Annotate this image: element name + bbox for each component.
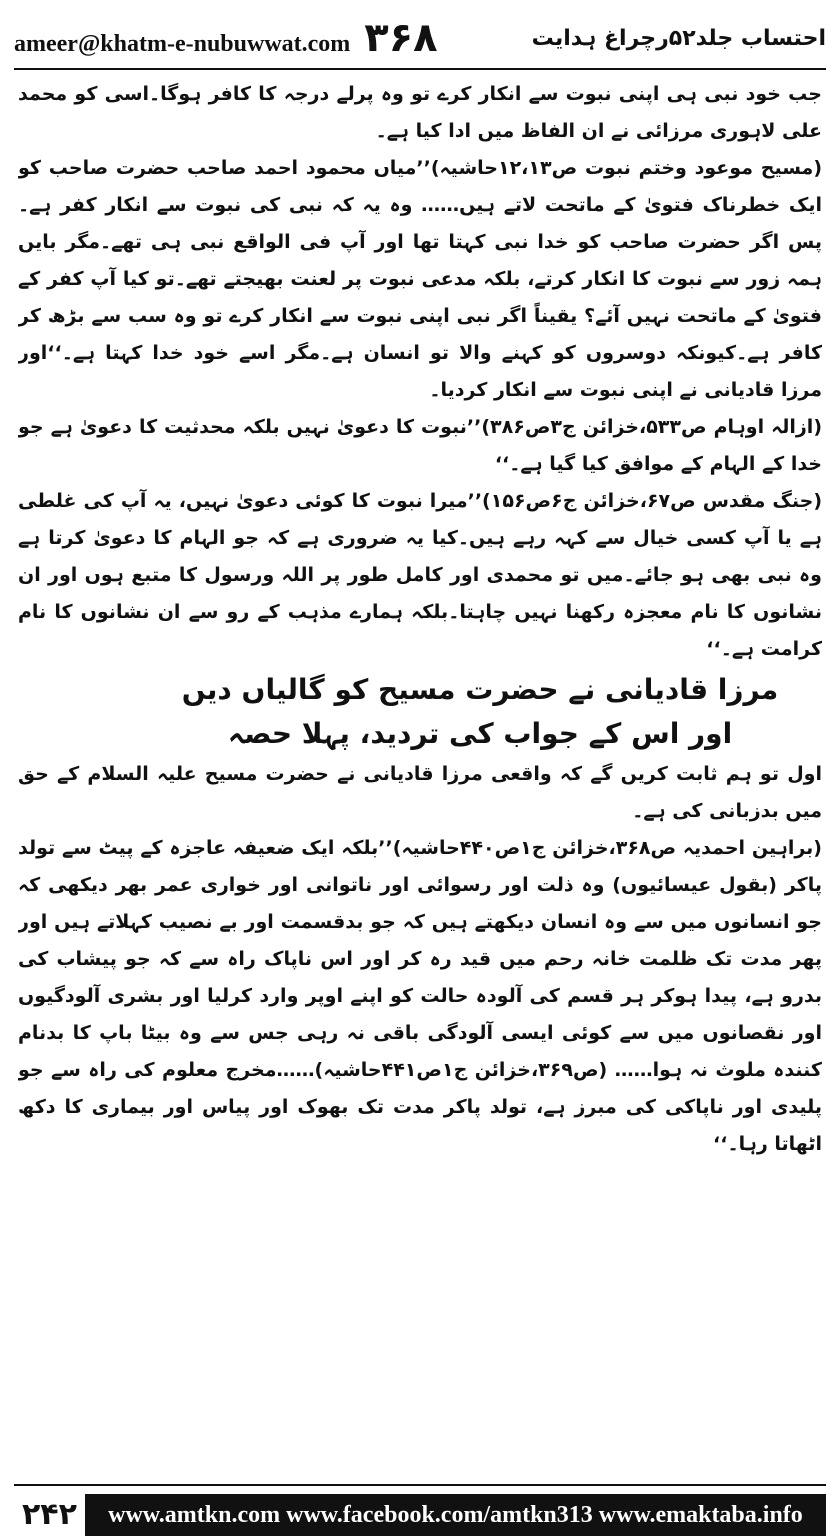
- running-title: احتساب جلد۵۲رچراغ ہدایت: [531, 25, 826, 51]
- footer-links: www.amtkn.com www.facebook.com/amtkn313 www.emaktaba.info: [108, 1501, 803, 1528]
- paragraph-5: اول تو ہم ثابت کریں گے کہ واقعی مرزا قادیانی نے حضرت مسیح علیہ السلام کے حق میں بدزبانی کی ہے۔: [18, 763, 822, 822]
- section-heading-1: مرزا قادیانی نے حضرت مسیح کو گالیاں دیں: [181, 673, 779, 706]
- page-header: [14, 10, 826, 66]
- section-heading-2: اور اس کے جواب کی تردید، پہلا حصہ: [227, 717, 733, 750]
- paragraph-4: (جنگ مقدس ص۶۷،خزائن ج۶ص۱۵۶)’’میرا نبوت کا کوئی دعویٰ نہیں، یہ آپ کی غلطی ہے یا آپ کسی خیال سے کہہ رہے ہیں۔کیا یہ ضروری ہے کہ جو الہام کا دعویٰ کرتا ہے وہ نبی بھی ہو جائے۔میں تو محمدی اور کامل طور پر اللہ ورسول کا متبع ہوں اور ان نشانوں کا نام معجزہ رکھنا نہیں چاہتا۔بلکہ ہمارے مذہب کے رو سے ان نشانوں کا نام کرامت ہے۔‘‘: [18, 490, 822, 660]
- paragraph-1: جب خود نبی ہی اپنی نبوت سے انکار کرے تو وہ پرلے درجہ کا کافر ہوگا۔اسی کو محمد علی لاہوری مرزائی نے ان الفاظ میں ادا کیا ہے۔: [18, 83, 822, 142]
- footer-page-number: ۲۴۲: [14, 1494, 85, 1536]
- paragraph-3: (ازالہ اوہام ص۵۳۳،خزائن ج۳ص۳۸۶)’’نبوت کا دعویٰ نہیں بلکہ محدثیت کا دعویٰ ہے جو خدا کے الہام کے موافق کیا گیا ہے۔‘‘: [18, 416, 822, 475]
- paragraph-2: (مسیح موعود وختم نبوت ص۱۲،۱۳حاشیہ)’’میاں محمود احمد صاحب حضرت صاحب کو ایک خطرناک فتویٰ کے ماتحت لاتے ہیں…… وہ یہ کہ نبی کی نبوت سے انکار کفر ہے۔پس اگر حضرت صاحب کو خدا نبی کہتا تھا اور آپ فی الواقع نبی ہی تھے۔مگر بایں ہمہ زور سے نبوت کا انکار کرتے، بلکہ مدعی نبوت پر لعنت بھیجتے تھے۔تو کیا آپ کفر کے فتویٰ کے ماتحت نہیں آئے؟ یقیناً اگر نبی اپنی نبوت سے انکار کرے تو وہ سب سے بڑھ کر کافر ہے۔کیونکہ دوسروں کو کہنے والا تو انسان ہے۔مگر اسے خود خدا کہتا ہے۔‘‘اور مرزا قادیانی نے اپنی نبوت سے انکار کردیا۔: [18, 157, 822, 401]
- header-page-number: ۳۶۸: [364, 15, 438, 61]
- header-rule: [14, 68, 826, 70]
- header-left: [14, 15, 438, 61]
- header-email: ameer@khatm-e-nubuwwat.com: [14, 31, 351, 57]
- footer-rule: [14, 1484, 826, 1486]
- page-footer: [14, 1484, 826, 1536]
- page-content: [18, 76, 822, 1446]
- paragraph-6: (براہین احمدیہ ص۳۶۸،خزائن ج۱ص۴۴۰حاشیہ)’’بلکہ ایک ضعیفہ عاجزہ کے پیٹ سے تولد پاکر (بقول عیسائیوں) وہ ذلت اور رسوائی اور ناتوانی اور خواری عمر بھر دیکھی کہ جو انسانوں میں سے وہ انسان دیکھتے ہیں کہ جو بدقسمت اور بے نصیب کہلاتے ہیں اور پھر مدت تک ظلمت خانہ رحم میں قید رہ کر اور اس ناپاک راہ سے کہ جو پیشاب کی بدرو ہے، پیدا ہوکر ہر قسم کی آلودہ حالت کو اپنے اوپر وارد کرلیا اور بشری آلودگیوں اور نقصانوں میں سے کوئی ایسی آلودگی باقی نہ رہی جس سے وہ بیٹا باپ کا بدنام کنندہ ملوث نہ ہوا…… (ص۳۶۹،خزائن ج۱ص۴۴۱حاشیہ)……مخرج معلوم کی راہ سے جو پلیدی اور ناپاکی کی مبرز ہے، تولد پاکر مدت تک بھوک اور پیاس اور بیماری کا دکھ اٹھاتا رہا۔‘‘: [18, 837, 822, 1155]
- footer-bar: [14, 1494, 826, 1536]
